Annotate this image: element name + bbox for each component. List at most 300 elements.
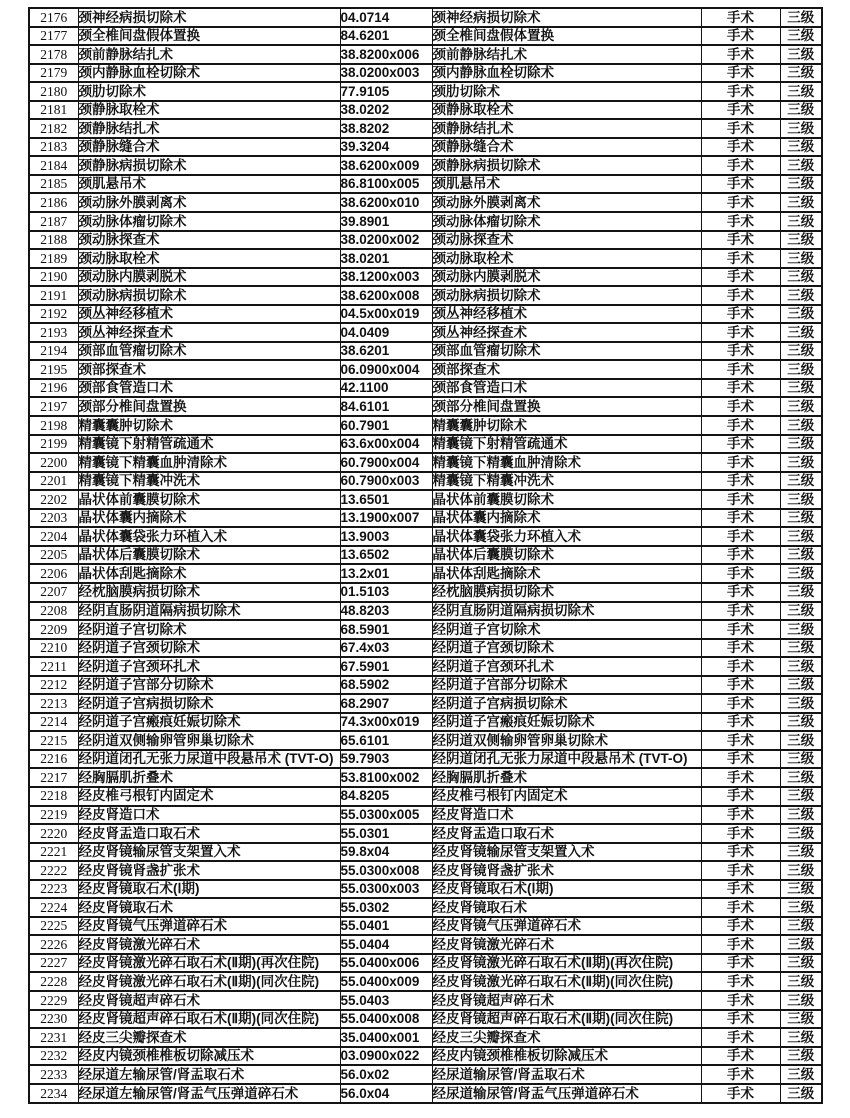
procedure-code-cell: 67.5901 bbox=[340, 657, 432, 676]
category-cell: 手术 bbox=[701, 175, 780, 194]
procedure-name-repeat-cell: 晶状体后囊膜切除术 bbox=[432, 546, 701, 565]
category-cell: 手术 bbox=[701, 119, 780, 138]
procedure-name-cell: 经阴直肠阴道隔病损切除术 bbox=[78, 602, 340, 621]
table-row bbox=[29, 583, 822, 602]
procedure-name-cell: 经皮肾镜气压弹道碎石术 bbox=[78, 917, 340, 936]
level-cell: 三级 bbox=[780, 360, 822, 379]
procedure-name-repeat-cell: 颈静脉缝合术 bbox=[432, 138, 701, 157]
row-number-cell: 2226 bbox=[29, 935, 78, 954]
procedure-code-cell: 13.9003 bbox=[340, 527, 432, 546]
category-cell: 手术 bbox=[701, 156, 780, 175]
level-cell: 三级 bbox=[780, 1010, 822, 1029]
procedure-name-repeat-cell: 经皮椎弓根钉内固定术 bbox=[432, 787, 701, 806]
procedure-code-cell: 84.6201 bbox=[340, 27, 432, 46]
procedure-name-repeat-cell: 晶状体前囊膜切除术 bbox=[432, 490, 701, 509]
procedure-name-repeat-cell: 颈内静脉血栓切除术 bbox=[432, 64, 701, 83]
procedure-code-cell: 68.2907 bbox=[340, 694, 432, 713]
category-cell: 手术 bbox=[701, 898, 780, 917]
level-cell: 三级 bbox=[780, 1047, 822, 1066]
row-number-cell: 2178 bbox=[29, 45, 78, 64]
procedure-name-repeat-cell: 颈部血管瘤切除术 bbox=[432, 342, 701, 361]
procedure-name-cell: 经阴道子宫部分切除术 bbox=[78, 676, 340, 695]
category-cell: 手术 bbox=[701, 305, 780, 324]
procedure-name-repeat-cell: 精囊镜下射精管疏通术 bbox=[432, 435, 701, 454]
procedure-code-cell: 55.0400x008 bbox=[340, 1010, 432, 1029]
category-cell: 手术 bbox=[701, 27, 780, 46]
category-cell: 手术 bbox=[701, 694, 780, 713]
procedure-name-cell: 经阴道双侧输卵管卵巢切除术 bbox=[78, 731, 340, 750]
level-cell: 三级 bbox=[780, 602, 822, 621]
procedure-name-repeat-cell: 经皮肾镜气压弹道碎石术 bbox=[432, 917, 701, 936]
row-number-cell: 2181 bbox=[29, 101, 78, 120]
table-row bbox=[29, 768, 822, 787]
table-row bbox=[29, 342, 822, 361]
row-number-cell: 2192 bbox=[29, 305, 78, 324]
category-cell: 手术 bbox=[701, 750, 780, 769]
procedure-name-repeat-cell: 经皮肾镜激光碎石术 bbox=[432, 935, 701, 954]
procedure-name-cell: 晶状体囊袋张力环植入术 bbox=[78, 527, 340, 546]
table-row bbox=[29, 305, 822, 324]
procedure-name-repeat-cell: 经阴道闭孔无张力尿道中段悬吊术 (TVT-O) bbox=[432, 750, 701, 769]
procedure-code-cell: 39.3204 bbox=[340, 138, 432, 157]
procedure-code-cell: 60.7901 bbox=[340, 416, 432, 435]
level-cell: 三级 bbox=[780, 1065, 822, 1084]
table-row bbox=[29, 843, 822, 862]
row-number-cell: 2193 bbox=[29, 323, 78, 342]
level-cell: 三级 bbox=[780, 917, 822, 936]
row-number-cell: 2207 bbox=[29, 583, 78, 602]
level-cell: 三级 bbox=[780, 490, 822, 509]
procedure-code-cell: 59.8x04 bbox=[340, 843, 432, 862]
row-number-cell: 2208 bbox=[29, 602, 78, 621]
procedure-name-repeat-cell: 经阴道子宫颈切除术 bbox=[432, 639, 701, 658]
procedure-name-cell: 晶状体前囊膜切除术 bbox=[78, 490, 340, 509]
category-cell: 手术 bbox=[701, 991, 780, 1010]
procedure-name-cell: 颈静脉缝合术 bbox=[78, 138, 340, 157]
procedure-code-cell: 38.6200x008 bbox=[340, 286, 432, 305]
table-row bbox=[29, 45, 822, 64]
level-cell: 三级 bbox=[780, 138, 822, 157]
row-number-cell: 2205 bbox=[29, 546, 78, 565]
level-cell: 三级 bbox=[780, 676, 822, 695]
row-number-cell: 2231 bbox=[29, 1028, 78, 1047]
procedure-name-repeat-cell: 经阴直肠阴道隔病损切除术 bbox=[432, 602, 701, 621]
category-cell: 手术 bbox=[701, 583, 780, 602]
level-cell: 三级 bbox=[780, 657, 822, 676]
procedure-name-cell: 颈动脉外膜剥离术 bbox=[78, 193, 340, 212]
procedure-name-repeat-cell: 经尿道输尿管/肾盂气压弹道碎石术 bbox=[432, 1084, 701, 1103]
procedure-code-cell: 13.6501 bbox=[340, 490, 432, 509]
procedure-name-cell: 颈部食管造口术 bbox=[78, 379, 340, 398]
procedure-table-body bbox=[29, 8, 822, 1103]
procedure-name-repeat-cell: 颈动脉探查术 bbox=[432, 231, 701, 250]
row-number-cell: 2185 bbox=[29, 175, 78, 194]
row-number-cell: 2223 bbox=[29, 880, 78, 899]
level-cell: 三级 bbox=[780, 750, 822, 769]
procedure-name-repeat-cell: 经阴道子宫颈环扎术 bbox=[432, 657, 701, 676]
category-cell: 手术 bbox=[701, 472, 780, 491]
procedure-name-cell: 颈前静脉结扎术 bbox=[78, 45, 340, 64]
row-number-cell: 2233 bbox=[29, 1065, 78, 1084]
procedure-name-cell: 经尿道左输尿管/肾盂气压弹道碎石术 bbox=[78, 1084, 340, 1103]
category-cell: 手术 bbox=[701, 657, 780, 676]
procedure-code-cell: 55.0302 bbox=[340, 898, 432, 917]
level-cell: 三级 bbox=[780, 268, 822, 287]
procedure-name-repeat-cell: 经皮三尖瓣探查术 bbox=[432, 1028, 701, 1047]
category-cell: 手术 bbox=[701, 880, 780, 899]
procedure-name-cell: 经皮肾盂造口取石术 bbox=[78, 824, 340, 843]
procedure-code-cell: 55.0400x009 bbox=[340, 972, 432, 991]
table-row bbox=[29, 8, 822, 27]
procedure-code-cell: 38.6200x009 bbox=[340, 156, 432, 175]
category-cell: 手术 bbox=[701, 954, 780, 973]
category-cell: 手术 bbox=[701, 453, 780, 472]
procedure-code-cell: 55.0401 bbox=[340, 917, 432, 936]
category-cell: 手术 bbox=[701, 676, 780, 695]
row-number-cell: 2176 bbox=[29, 8, 78, 27]
table-row bbox=[29, 657, 822, 676]
procedure-name-cell: 经皮肾镜取石术 bbox=[78, 898, 340, 917]
procedure-name-repeat-cell: 晶状体囊袋张力环植入术 bbox=[432, 527, 701, 546]
category-cell: 手术 bbox=[701, 360, 780, 379]
row-number-cell: 2228 bbox=[29, 972, 78, 991]
level-cell: 三级 bbox=[780, 323, 822, 342]
row-number-cell: 2215 bbox=[29, 731, 78, 750]
procedure-code-cell: 86.8100x005 bbox=[340, 175, 432, 194]
table-row bbox=[29, 379, 822, 398]
table-row bbox=[29, 1010, 822, 1029]
category-cell: 手术 bbox=[701, 64, 780, 83]
procedure-name-repeat-cell: 精囊镜下精囊冲洗术 bbox=[432, 472, 701, 491]
row-number-cell: 2224 bbox=[29, 898, 78, 917]
category-cell: 手术 bbox=[701, 416, 780, 435]
level-cell: 三级 bbox=[780, 731, 822, 750]
procedure-name-repeat-cell: 经皮肾造口术 bbox=[432, 806, 701, 825]
category-cell: 手术 bbox=[701, 713, 780, 732]
level-cell: 三级 bbox=[780, 787, 822, 806]
level-cell: 三级 bbox=[780, 1084, 822, 1103]
level-cell: 三级 bbox=[780, 806, 822, 825]
category-cell: 手术 bbox=[701, 1084, 780, 1103]
procedure-name-repeat-cell: 颈丛神经移植术 bbox=[432, 305, 701, 324]
procedure-name-repeat-cell: 经皮内镜颈椎椎板切除减压术 bbox=[432, 1047, 701, 1066]
row-number-cell: 2203 bbox=[29, 509, 78, 528]
table-row bbox=[29, 212, 822, 231]
procedure-table bbox=[28, 7, 823, 1104]
procedure-name-repeat-cell: 颈肋切除术 bbox=[432, 82, 701, 101]
row-number-cell: 2213 bbox=[29, 694, 78, 713]
row-number-cell: 2189 bbox=[29, 249, 78, 268]
table-row bbox=[29, 175, 822, 194]
procedure-name-repeat-cell: 颈肌悬吊术 bbox=[432, 175, 701, 194]
procedure-name-repeat-cell: 经阴道子宫部分切除术 bbox=[432, 676, 701, 695]
row-number-cell: 2182 bbox=[29, 119, 78, 138]
procedure-name-repeat-cell: 精囊镜下精囊血肿清除术 bbox=[432, 453, 701, 472]
level-cell: 三级 bbox=[780, 8, 822, 27]
row-number-cell: 2197 bbox=[29, 397, 78, 416]
procedure-name-cell: 经阴道子宫病损切除术 bbox=[78, 694, 340, 713]
category-cell: 手术 bbox=[701, 342, 780, 361]
row-number-cell: 2188 bbox=[29, 231, 78, 250]
table-row bbox=[29, 323, 822, 342]
table-row bbox=[29, 546, 822, 565]
table-row bbox=[29, 806, 822, 825]
procedure-code-cell: 38.1200x003 bbox=[340, 268, 432, 287]
category-cell: 手术 bbox=[701, 1010, 780, 1029]
category-cell: 手术 bbox=[701, 787, 780, 806]
level-cell: 三级 bbox=[780, 620, 822, 639]
table-row bbox=[29, 82, 822, 101]
category-cell: 手术 bbox=[701, 843, 780, 862]
procedure-name-repeat-cell: 经皮肾镜超声碎石术 bbox=[432, 991, 701, 1010]
procedure-code-cell: 04.5x00x019 bbox=[340, 305, 432, 324]
category-cell: 手术 bbox=[701, 268, 780, 287]
table-row bbox=[29, 861, 822, 880]
level-cell: 三级 bbox=[780, 546, 822, 565]
row-number-cell: 2191 bbox=[29, 286, 78, 305]
procedure-code-cell: 55.0403 bbox=[340, 991, 432, 1010]
procedure-code-cell: 03.0900x022 bbox=[340, 1047, 432, 1066]
procedure-name-cell: 颈动脉病损切除术 bbox=[78, 286, 340, 305]
category-cell: 手术 bbox=[701, 768, 780, 787]
row-number-cell: 2179 bbox=[29, 64, 78, 83]
procedure-code-cell: 13.6502 bbox=[340, 546, 432, 565]
procedure-code-cell: 38.0201 bbox=[340, 249, 432, 268]
row-number-cell: 2230 bbox=[29, 1010, 78, 1029]
row-number-cell: 2204 bbox=[29, 527, 78, 546]
table-row bbox=[29, 416, 822, 435]
category-cell: 手术 bbox=[701, 82, 780, 101]
procedure-name-cell: 颈全椎间盘假体置换 bbox=[78, 27, 340, 46]
level-cell: 三级 bbox=[780, 101, 822, 120]
row-number-cell: 2227 bbox=[29, 954, 78, 973]
table-row bbox=[29, 954, 822, 973]
table-row bbox=[29, 972, 822, 991]
level-cell: 三级 bbox=[780, 1028, 822, 1047]
row-number-cell: 2201 bbox=[29, 472, 78, 491]
category-cell: 手术 bbox=[701, 1065, 780, 1084]
category-cell: 手术 bbox=[701, 212, 780, 231]
table-row bbox=[29, 602, 822, 621]
procedure-code-cell: 65.6101 bbox=[340, 731, 432, 750]
procedure-code-cell: 06.0900x004 bbox=[340, 360, 432, 379]
category-cell: 手术 bbox=[701, 1028, 780, 1047]
procedure-name-cell: 经阴道子宫颈切除术 bbox=[78, 639, 340, 658]
procedure-code-cell: 55.0400x006 bbox=[340, 954, 432, 973]
table-row bbox=[29, 676, 822, 695]
category-cell: 手术 bbox=[701, 509, 780, 528]
procedure-code-cell: 55.0300x008 bbox=[340, 861, 432, 880]
procedure-code-cell: 84.8205 bbox=[340, 787, 432, 806]
procedure-code-cell: 68.5902 bbox=[340, 676, 432, 695]
procedure-name-cell: 颈丛神经探查术 bbox=[78, 323, 340, 342]
level-cell: 三级 bbox=[780, 564, 822, 583]
category-cell: 手术 bbox=[701, 138, 780, 157]
procedure-name-cell: 经皮肾镜输尿管支架置入术 bbox=[78, 843, 340, 862]
procedure-name-cell: 颈神经病损切除术 bbox=[78, 8, 340, 27]
level-cell: 三级 bbox=[780, 843, 822, 862]
procedure-code-cell: 38.0200x003 bbox=[340, 64, 432, 83]
procedure-name-repeat-cell: 经胸膈肌折叠术 bbox=[432, 768, 701, 787]
category-cell: 手术 bbox=[701, 602, 780, 621]
category-cell: 手术 bbox=[701, 379, 780, 398]
table-row bbox=[29, 787, 822, 806]
row-number-cell: 2202 bbox=[29, 490, 78, 509]
procedure-name-repeat-cell: 颈神经病损切除术 bbox=[432, 8, 701, 27]
table-row bbox=[29, 991, 822, 1010]
row-number-cell: 2229 bbox=[29, 991, 78, 1010]
procedure-name-cell: 颈部分椎间盘置换 bbox=[78, 397, 340, 416]
procedure-name-repeat-cell: 颈部食管造口术 bbox=[432, 379, 701, 398]
level-cell: 三级 bbox=[780, 27, 822, 46]
procedure-code-cell: 38.6200x010 bbox=[340, 193, 432, 212]
row-number-cell: 2183 bbox=[29, 138, 78, 157]
table-row bbox=[29, 472, 822, 491]
category-cell: 手术 bbox=[701, 731, 780, 750]
procedure-code-cell: 38.6201 bbox=[340, 342, 432, 361]
procedure-code-cell: 56.0x02 bbox=[340, 1065, 432, 1084]
procedure-code-cell: 55.0300x005 bbox=[340, 806, 432, 825]
procedure-code-cell: 48.8203 bbox=[340, 602, 432, 621]
procedure-name-cell: 经皮肾镜超声碎石术 bbox=[78, 991, 340, 1010]
table-row bbox=[29, 917, 822, 936]
procedure-name-repeat-cell: 经阴道子宫切除术 bbox=[432, 620, 701, 639]
level-cell: 三级 bbox=[780, 193, 822, 212]
category-cell: 手术 bbox=[701, 490, 780, 509]
procedure-name-repeat-cell: 颈动脉体瘤切除术 bbox=[432, 212, 701, 231]
table-row bbox=[29, 898, 822, 917]
procedure-name-repeat-cell: 经阴道子宫瘢痕妊娠切除术 bbox=[432, 713, 701, 732]
category-cell: 手术 bbox=[701, 806, 780, 825]
procedure-code-cell: 42.1100 bbox=[340, 379, 432, 398]
procedure-name-cell: 颈动脉探查术 bbox=[78, 231, 340, 250]
level-cell: 三级 bbox=[780, 509, 822, 528]
row-number-cell: 2219 bbox=[29, 806, 78, 825]
table-row bbox=[29, 156, 822, 175]
row-number-cell: 2190 bbox=[29, 268, 78, 287]
procedure-name-repeat-cell: 颈动脉病损切除术 bbox=[432, 286, 701, 305]
procedure-name-cell: 精囊镜下射精管疏通术 bbox=[78, 435, 340, 454]
category-cell: 手术 bbox=[701, 527, 780, 546]
procedure-name-cell: 经皮肾镜肾盏扩张术 bbox=[78, 861, 340, 880]
procedure-name-cell: 颈肌悬吊术 bbox=[78, 175, 340, 194]
level-cell: 三级 bbox=[780, 435, 822, 454]
category-cell: 手术 bbox=[701, 249, 780, 268]
category-cell: 手术 bbox=[701, 286, 780, 305]
row-number-cell: 2195 bbox=[29, 360, 78, 379]
procedure-code-cell: 55.0404 bbox=[340, 935, 432, 954]
procedure-name-cell: 经皮三尖瓣探查术 bbox=[78, 1028, 340, 1047]
level-cell: 三级 bbox=[780, 972, 822, 991]
level-cell: 三级 bbox=[780, 861, 822, 880]
row-number-cell: 2206 bbox=[29, 564, 78, 583]
procedure-name-cell: 经枕脑膜病损切除术 bbox=[78, 583, 340, 602]
row-number-cell: 2187 bbox=[29, 212, 78, 231]
procedure-name-repeat-cell: 颈动脉外膜剥离术 bbox=[432, 193, 701, 212]
procedure-name-cell: 经皮肾镜激光碎石取石术(Ⅱ期)(同次住院) bbox=[78, 972, 340, 991]
table-row bbox=[29, 620, 822, 639]
procedure-name-cell: 晶状体刮匙摘除术 bbox=[78, 564, 340, 583]
procedure-name-cell: 经胸膈肌折叠术 bbox=[78, 768, 340, 787]
table-row bbox=[29, 509, 822, 528]
table-row bbox=[29, 27, 822, 46]
row-number-cell: 2234 bbox=[29, 1084, 78, 1103]
table-row bbox=[29, 101, 822, 120]
procedure-code-cell: 56.0x04 bbox=[340, 1084, 432, 1103]
level-cell: 三级 bbox=[780, 397, 822, 416]
category-cell: 手术 bbox=[701, 231, 780, 250]
category-cell: 手术 bbox=[701, 564, 780, 583]
table-row bbox=[29, 360, 822, 379]
procedure-name-cell: 经皮肾造口术 bbox=[78, 806, 340, 825]
row-number-cell: 2180 bbox=[29, 82, 78, 101]
procedure-name-repeat-cell: 颈部分椎间盘置换 bbox=[432, 397, 701, 416]
table-row bbox=[29, 1028, 822, 1047]
level-cell: 三级 bbox=[780, 342, 822, 361]
procedure-name-repeat-cell: 经皮肾镜激光碎石取石术(Ⅱ期)(同次住院) bbox=[432, 972, 701, 991]
table-row bbox=[29, 1065, 822, 1084]
level-cell: 三级 bbox=[780, 824, 822, 843]
procedure-name-cell: 颈动脉内膜剥脱术 bbox=[78, 268, 340, 287]
row-number-cell: 2210 bbox=[29, 639, 78, 658]
row-number-cell: 2220 bbox=[29, 824, 78, 843]
procedure-name-cell: 经皮肾镜超声碎石取石术(Ⅱ期)(同次住院) bbox=[78, 1010, 340, 1029]
category-cell: 手术 bbox=[701, 917, 780, 936]
procedure-name-repeat-cell: 颈静脉取栓术 bbox=[432, 101, 701, 120]
table-row bbox=[29, 1084, 822, 1103]
procedure-name-cell: 经皮肾镜激光碎石取石术(Ⅱ期)(再次住院) bbox=[78, 954, 340, 973]
level-cell: 三级 bbox=[780, 416, 822, 435]
level-cell: 三级 bbox=[780, 583, 822, 602]
table-row bbox=[29, 231, 822, 250]
procedure-name-cell: 经阴道闭孔无张力尿道中段悬吊术 (TVT-O) bbox=[78, 750, 340, 769]
procedure-name-repeat-cell: 颈前静脉结扎术 bbox=[432, 45, 701, 64]
procedure-code-cell: 84.6101 bbox=[340, 397, 432, 416]
procedure-code-cell: 38.8202 bbox=[340, 119, 432, 138]
table-row bbox=[29, 1047, 822, 1066]
level-cell: 三级 bbox=[780, 768, 822, 787]
procedure-name-cell: 颈动脉取栓术 bbox=[78, 249, 340, 268]
table-row bbox=[29, 490, 822, 509]
level-cell: 三级 bbox=[780, 156, 822, 175]
procedure-name-repeat-cell: 经皮肾镜输尿管支架置入术 bbox=[432, 843, 701, 862]
level-cell: 三级 bbox=[780, 472, 822, 491]
row-number-cell: 2225 bbox=[29, 917, 78, 936]
level-cell: 三级 bbox=[780, 935, 822, 954]
table-row bbox=[29, 880, 822, 899]
procedure-code-cell: 60.7900x003 bbox=[340, 472, 432, 491]
row-number-cell: 2222 bbox=[29, 861, 78, 880]
procedure-code-cell: 68.5901 bbox=[340, 620, 432, 639]
level-cell: 三级 bbox=[780, 898, 822, 917]
procedure-name-cell: 颈动脉体瘤切除术 bbox=[78, 212, 340, 231]
table-row bbox=[29, 750, 822, 769]
table-row bbox=[29, 397, 822, 416]
table-row bbox=[29, 731, 822, 750]
procedure-name-cell: 颈肋切除术 bbox=[78, 82, 340, 101]
procedure-code-cell: 59.7903 bbox=[340, 750, 432, 769]
procedure-name-repeat-cell: 颈动脉内膜剥脱术 bbox=[432, 268, 701, 287]
category-cell: 手术 bbox=[701, 101, 780, 120]
procedure-code-cell: 38.0200x002 bbox=[340, 231, 432, 250]
procedure-name-cell: 晶状体囊内摘除术 bbox=[78, 509, 340, 528]
category-cell: 手术 bbox=[701, 546, 780, 565]
category-cell: 手术 bbox=[701, 620, 780, 639]
table-row bbox=[29, 64, 822, 83]
table-row bbox=[29, 935, 822, 954]
category-cell: 手术 bbox=[701, 935, 780, 954]
procedure-code-cell: 67.4x03 bbox=[340, 639, 432, 658]
